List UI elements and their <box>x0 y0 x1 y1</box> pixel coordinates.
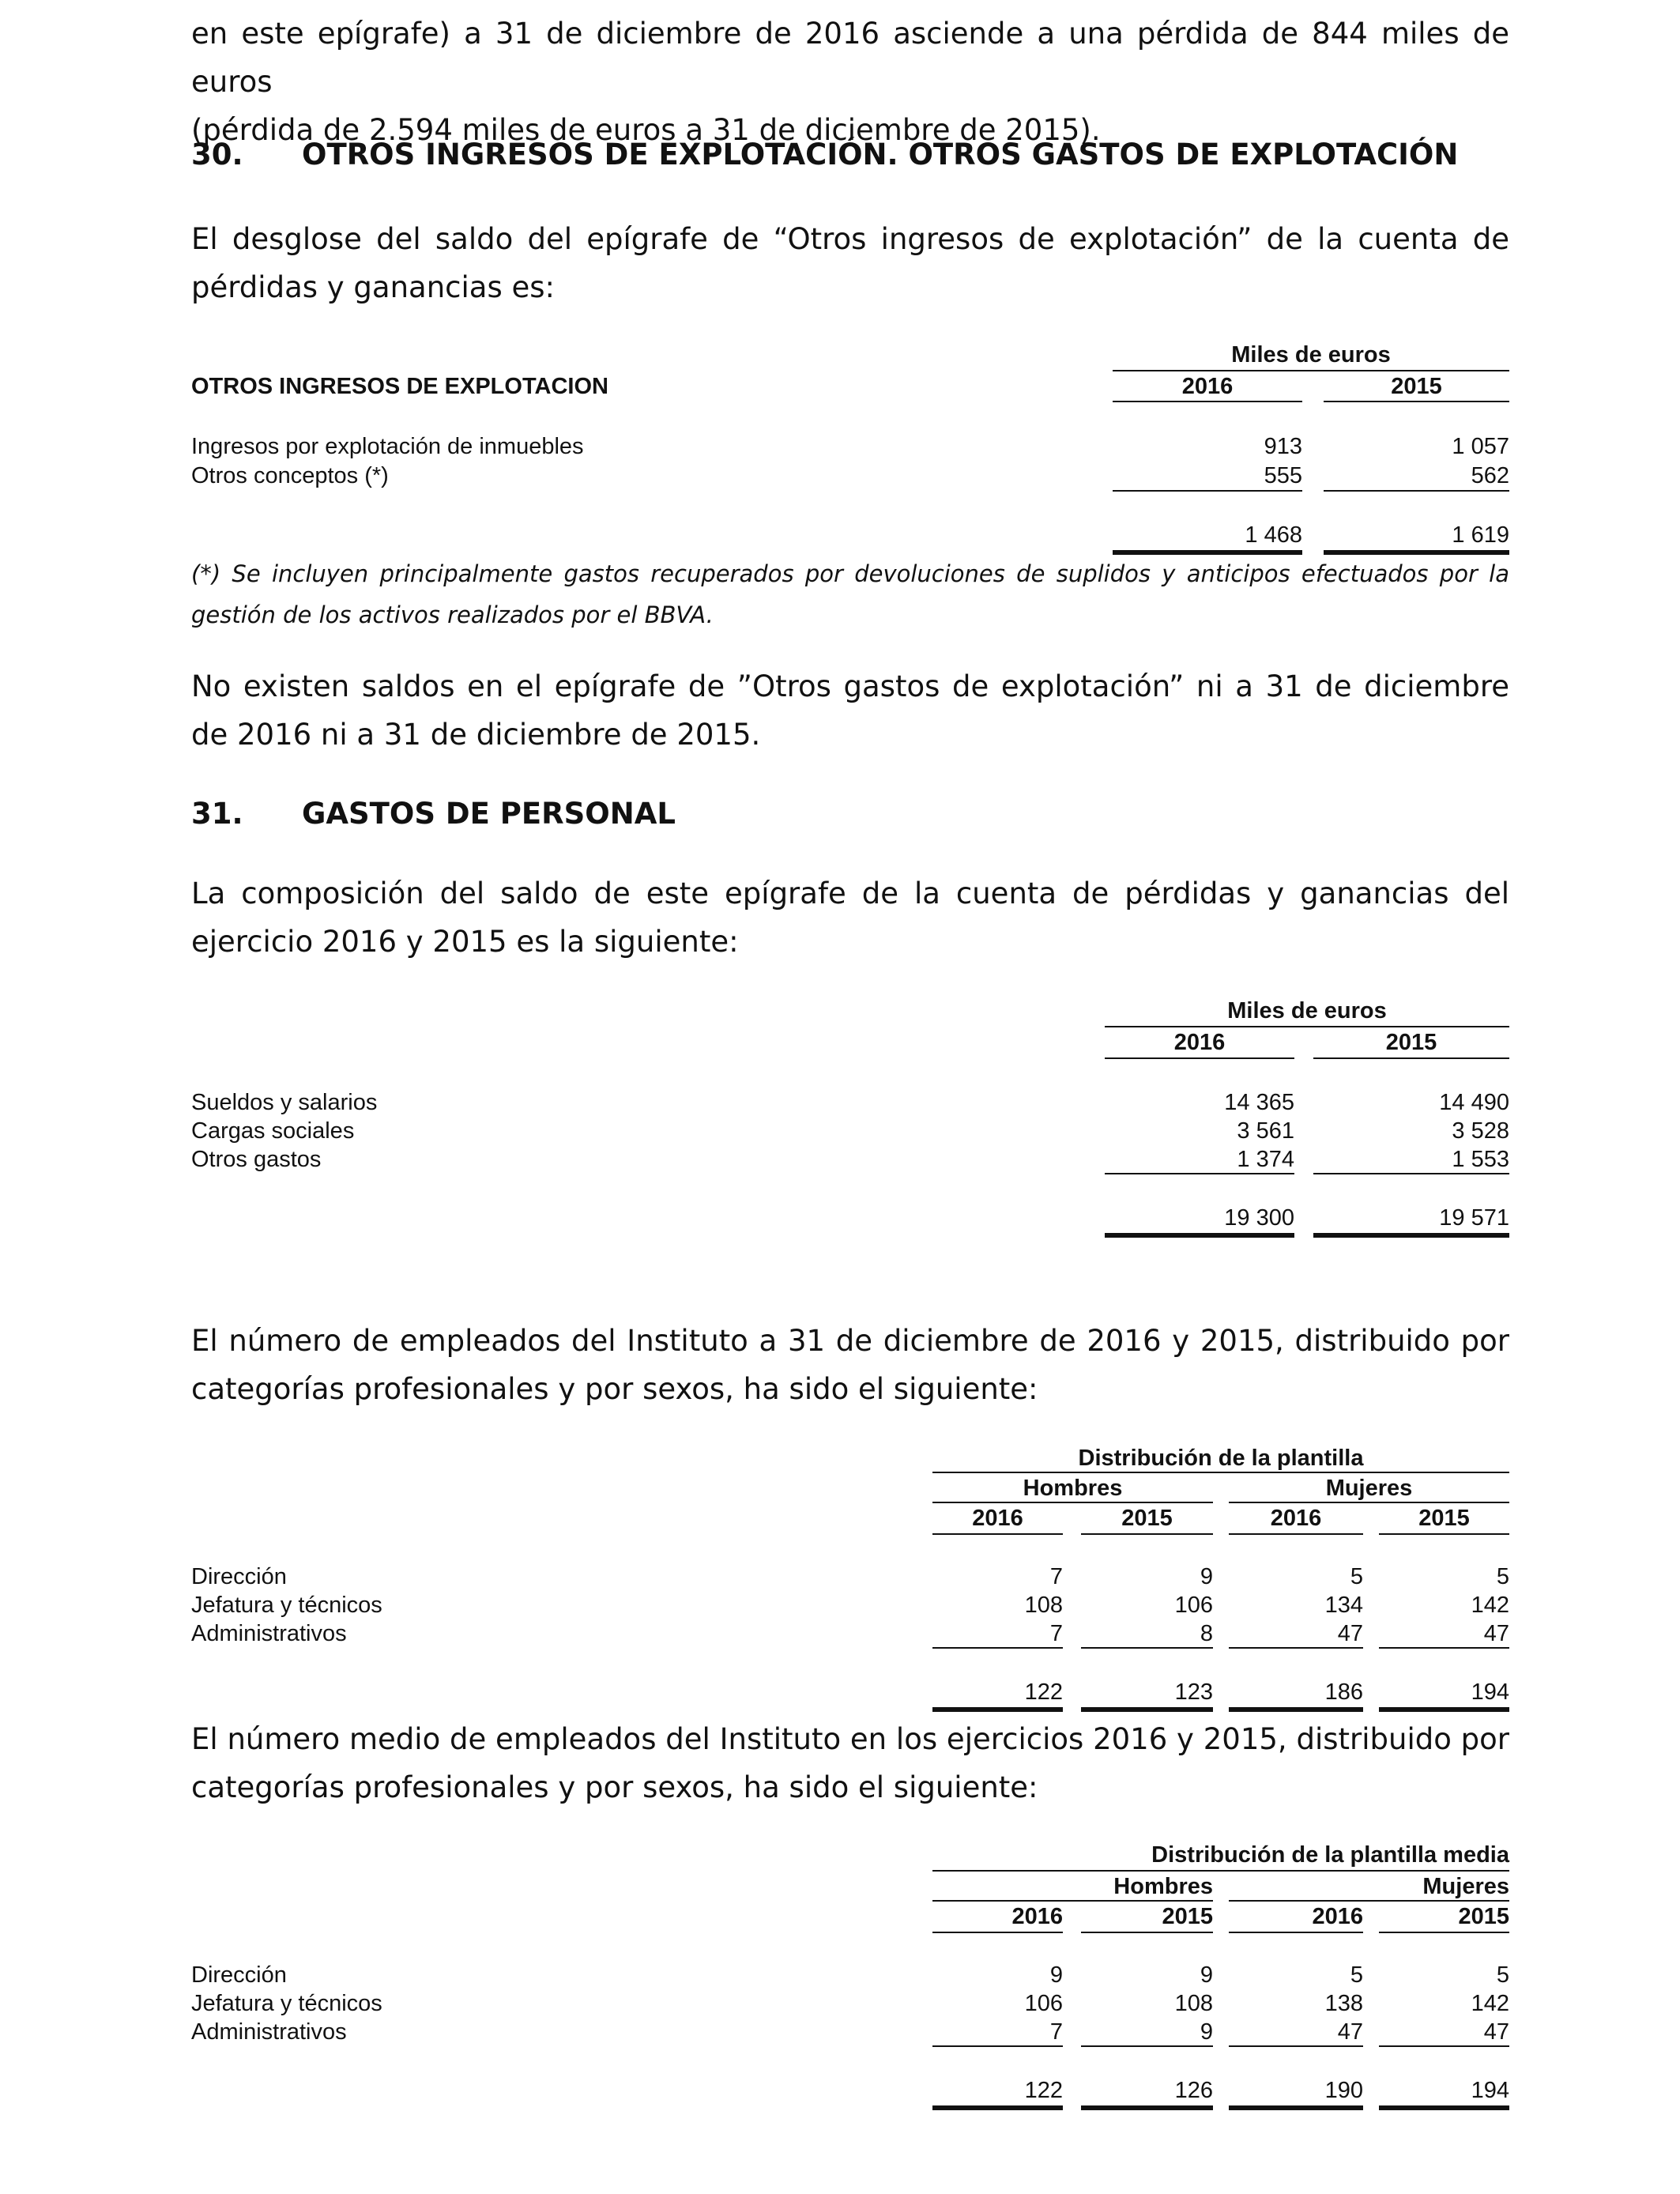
personnel-unit-header: Miles de euros <box>1227 998 1387 1023</box>
table-cell: 7 <box>1049 1564 1063 1589</box>
other-income-year-2016: 2016 <box>1181 374 1234 399</box>
table-cell: 5 <box>1496 1564 1509 1589</box>
divider <box>932 2045 1063 2047</box>
section-31-title: GASTOS DE PERSONAL <box>302 797 676 831</box>
avg-group-men: Hombres <box>1113 1874 1213 1899</box>
table-cell: 8 <box>1200 1621 1213 1646</box>
divider <box>932 1870 1509 1872</box>
table-cell: 108 <box>1174 1991 1213 2016</box>
divider <box>1113 370 1509 371</box>
table-cell: 5 <box>1496 1962 1509 1988</box>
double-divider <box>1081 1707 1213 1712</box>
table-total: 1 468 <box>1245 522 1302 548</box>
table-cell: 47 <box>1337 2019 1363 2045</box>
table-total: 194 <box>1471 2078 1509 2103</box>
table-cell: 106 <box>1024 1991 1063 2016</box>
personnel-year-2015: 2015 <box>1385 1030 1437 1055</box>
divider <box>1105 1057 1294 1059</box>
table-cell: 9 <box>1200 1564 1213 1589</box>
double-divider <box>1313 1233 1509 1238</box>
divider <box>1081 1932 1213 1933</box>
avg-year: 2016 <box>1312 1904 1363 1929</box>
table-total: 186 <box>1324 1679 1363 1705</box>
table-total: 194 <box>1471 1679 1509 1705</box>
table-row-label: Administrativos <box>191 2019 347 2045</box>
divider <box>1379 1932 1509 1933</box>
table-cell: 7 <box>1049 1621 1063 1646</box>
section-30-number: 30. <box>191 138 243 172</box>
table-cell: 3 528 <box>1452 1118 1509 1144</box>
table-cell: 142 <box>1471 1991 1509 2016</box>
divider <box>1105 1026 1509 1027</box>
double-divider <box>1229 1707 1363 1712</box>
divider <box>1113 401 1302 402</box>
avg-table-title: Distribución de la plantilla media <box>1151 1842 1509 1868</box>
staff-table-title: Distribución de la plantilla <box>1078 1446 1364 1471</box>
intro-line-1: en este epígrafe) a 31 de diciembre de 2016 asciende a una pérdida de 844 miles de euros <box>191 17 1509 99</box>
double-divider <box>1229 2105 1363 2110</box>
table-cell: 14 490 <box>1439 1090 1509 1115</box>
employees-paragraph: El número de empleados del Instituto a 31 de diciembre de 2016 y 2015, distribuido por categorías profesionales y por sexos, ha sido el siguiente: <box>191 1324 1509 1406</box>
avg-group-women: Mujeres <box>1422 1874 1509 1899</box>
divider <box>1313 1173 1509 1174</box>
divider <box>1324 401 1509 402</box>
table-row-label: Jefatura y técnicos <box>191 1991 382 2016</box>
intro-paragraph <box>191 9 1509 154</box>
table-cell: 138 <box>1324 1991 1363 2016</box>
table-row-label: Cargas sociales <box>191 1118 355 1144</box>
divider <box>1081 1647 1213 1649</box>
double-divider <box>1379 1707 1509 1712</box>
table-cell: 9 <box>1200 1962 1213 1988</box>
table-cell: 913 <box>1264 434 1302 459</box>
table-row-label: Ingresos por explotación de inmuebles <box>191 434 584 459</box>
table-cell: 108 <box>1024 1593 1063 1618</box>
double-divider <box>932 1707 1063 1712</box>
divider <box>932 1900 1213 1902</box>
footnote: (*) Se incluyen principalmente gastos recuperados por devoluciones de suplidos y anticipos efectuados por la gestión de los activos realizados por el BBVA. <box>191 560 1509 628</box>
divider <box>1113 490 1302 492</box>
section-31-paragraph: La composición del saldo de este epígrafe de la cuenta de pérdidas y ganancias del ejercicio 2016 y 2015 es la siguiente: <box>191 876 1509 959</box>
table-total: 19 571 <box>1439 1205 1509 1231</box>
divider <box>932 1647 1063 1649</box>
table-row-label: Administrativos <box>191 1621 347 1646</box>
divider <box>1379 1647 1509 1649</box>
table-cell: 9 <box>1049 1962 1063 1988</box>
divider <box>932 1502 1213 1503</box>
divider <box>932 1472 1509 1473</box>
staff-group-men: Hombres <box>1023 1476 1123 1501</box>
table-row-label: Otros gastos <box>191 1147 322 1172</box>
double-divider <box>932 2105 1063 2110</box>
table-cell: 47 <box>1483 1621 1509 1646</box>
section-30-paragraph-2: No existen saldos en el epígrafe de ”Otros gastos de explotación” ni a 31 de diciembre de 2016 ni a 31 de diciembre de 2015. <box>191 669 1509 752</box>
table-total: 122 <box>1024 2078 1063 2103</box>
table-cell: 1 057 <box>1452 434 1509 459</box>
staff-year: 2016 <box>1270 1506 1322 1531</box>
table-cell: 47 <box>1337 1621 1363 1646</box>
staff-year: 2016 <box>972 1506 1023 1531</box>
staff-year: 2015 <box>1418 1506 1470 1531</box>
table-cell: 1 374 <box>1237 1147 1294 1172</box>
table-total: 123 <box>1174 1679 1213 1705</box>
table-total: 126 <box>1174 2078 1213 2103</box>
staff-year: 2015 <box>1121 1506 1173 1531</box>
table-total: 190 <box>1324 2078 1363 2103</box>
table-cell: 134 <box>1324 1593 1363 1618</box>
other-income-year-2015: 2015 <box>1391 374 1442 399</box>
section-30-paragraph: El desglose del saldo del epígrafe de “Otros ingresos de explotación” de la cuenta de pérdidas y ganancias es: <box>191 222 1509 304</box>
table-cell: 3 561 <box>1237 1118 1294 1144</box>
divider <box>1229 1932 1363 1933</box>
divider <box>932 1932 1063 1933</box>
table-row-label: Sueldos y salarios <box>191 1090 378 1115</box>
table-row-label: Dirección <box>191 1962 287 1988</box>
double-divider <box>1105 1233 1294 1238</box>
table-cell: 1 553 <box>1452 1147 1509 1172</box>
staff-group-women: Mujeres <box>1325 1476 1413 1501</box>
table-row-label: Dirección <box>191 1564 287 1589</box>
section-30-title: OTROS INGRESOS DE EXPLOTACIÓN. OTROS GASTOS DE EXPLOTACIÓN <box>302 138 1459 172</box>
table-row-label: Jefatura y técnicos <box>191 1593 382 1618</box>
avg-year: 2015 <box>1458 1904 1509 1929</box>
table-cell: 142 <box>1471 1593 1509 1618</box>
divider <box>1229 1900 1509 1902</box>
table-cell: 5 <box>1350 1962 1363 1988</box>
intro-line-2: (pérdida de 2.594 miles de euros a 31 de diciembre de 2015). <box>191 113 1101 147</box>
divider <box>1379 2045 1509 2047</box>
table-cell: 555 <box>1264 463 1302 488</box>
personnel-year-2016: 2016 <box>1173 1030 1226 1055</box>
avg-year: 2015 <box>1162 1904 1213 1929</box>
table-cell: 7 <box>1049 2019 1063 2045</box>
divider <box>1081 2045 1213 2047</box>
divider <box>1081 1533 1213 1535</box>
table-row-label: Otros conceptos (*) <box>191 463 389 488</box>
divider <box>1229 1533 1363 1535</box>
divider <box>1324 490 1509 492</box>
divider <box>1229 2045 1363 2047</box>
avg-year: 2016 <box>1011 1904 1063 1929</box>
average-employees-paragraph: El número medio de empleados del Instituto en los ejercicios 2016 y 2015, distribuido por categorías profesionales y por sexos, ha sido el siguiente: <box>191 1722 1509 1804</box>
divider <box>1313 1057 1509 1059</box>
section-31-number: 31. <box>191 797 243 831</box>
table-total: 122 <box>1024 1679 1063 1705</box>
table-cell: 14 365 <box>1224 1090 1294 1115</box>
table-cell: 5 <box>1350 1564 1363 1589</box>
divider <box>932 1533 1063 1535</box>
table-total: 1 619 <box>1452 522 1509 548</box>
divider <box>1379 1533 1509 1535</box>
other-income-unit-header: Miles de euros <box>1231 342 1391 368</box>
divider <box>1105 1173 1294 1174</box>
double-divider <box>1379 2105 1509 2110</box>
table-cell: 106 <box>1174 1593 1213 1618</box>
divider <box>1229 1647 1363 1649</box>
other-income-row-header: OTROS INGRESOS DE EXPLOTACION <box>191 374 608 399</box>
divider <box>1229 1502 1509 1503</box>
table-cell: 9 <box>1200 2019 1213 2045</box>
table-cell: 47 <box>1483 2019 1509 2045</box>
table-cell: 562 <box>1471 463 1509 488</box>
table-total: 19 300 <box>1224 1205 1294 1231</box>
double-divider <box>1081 2105 1213 2110</box>
